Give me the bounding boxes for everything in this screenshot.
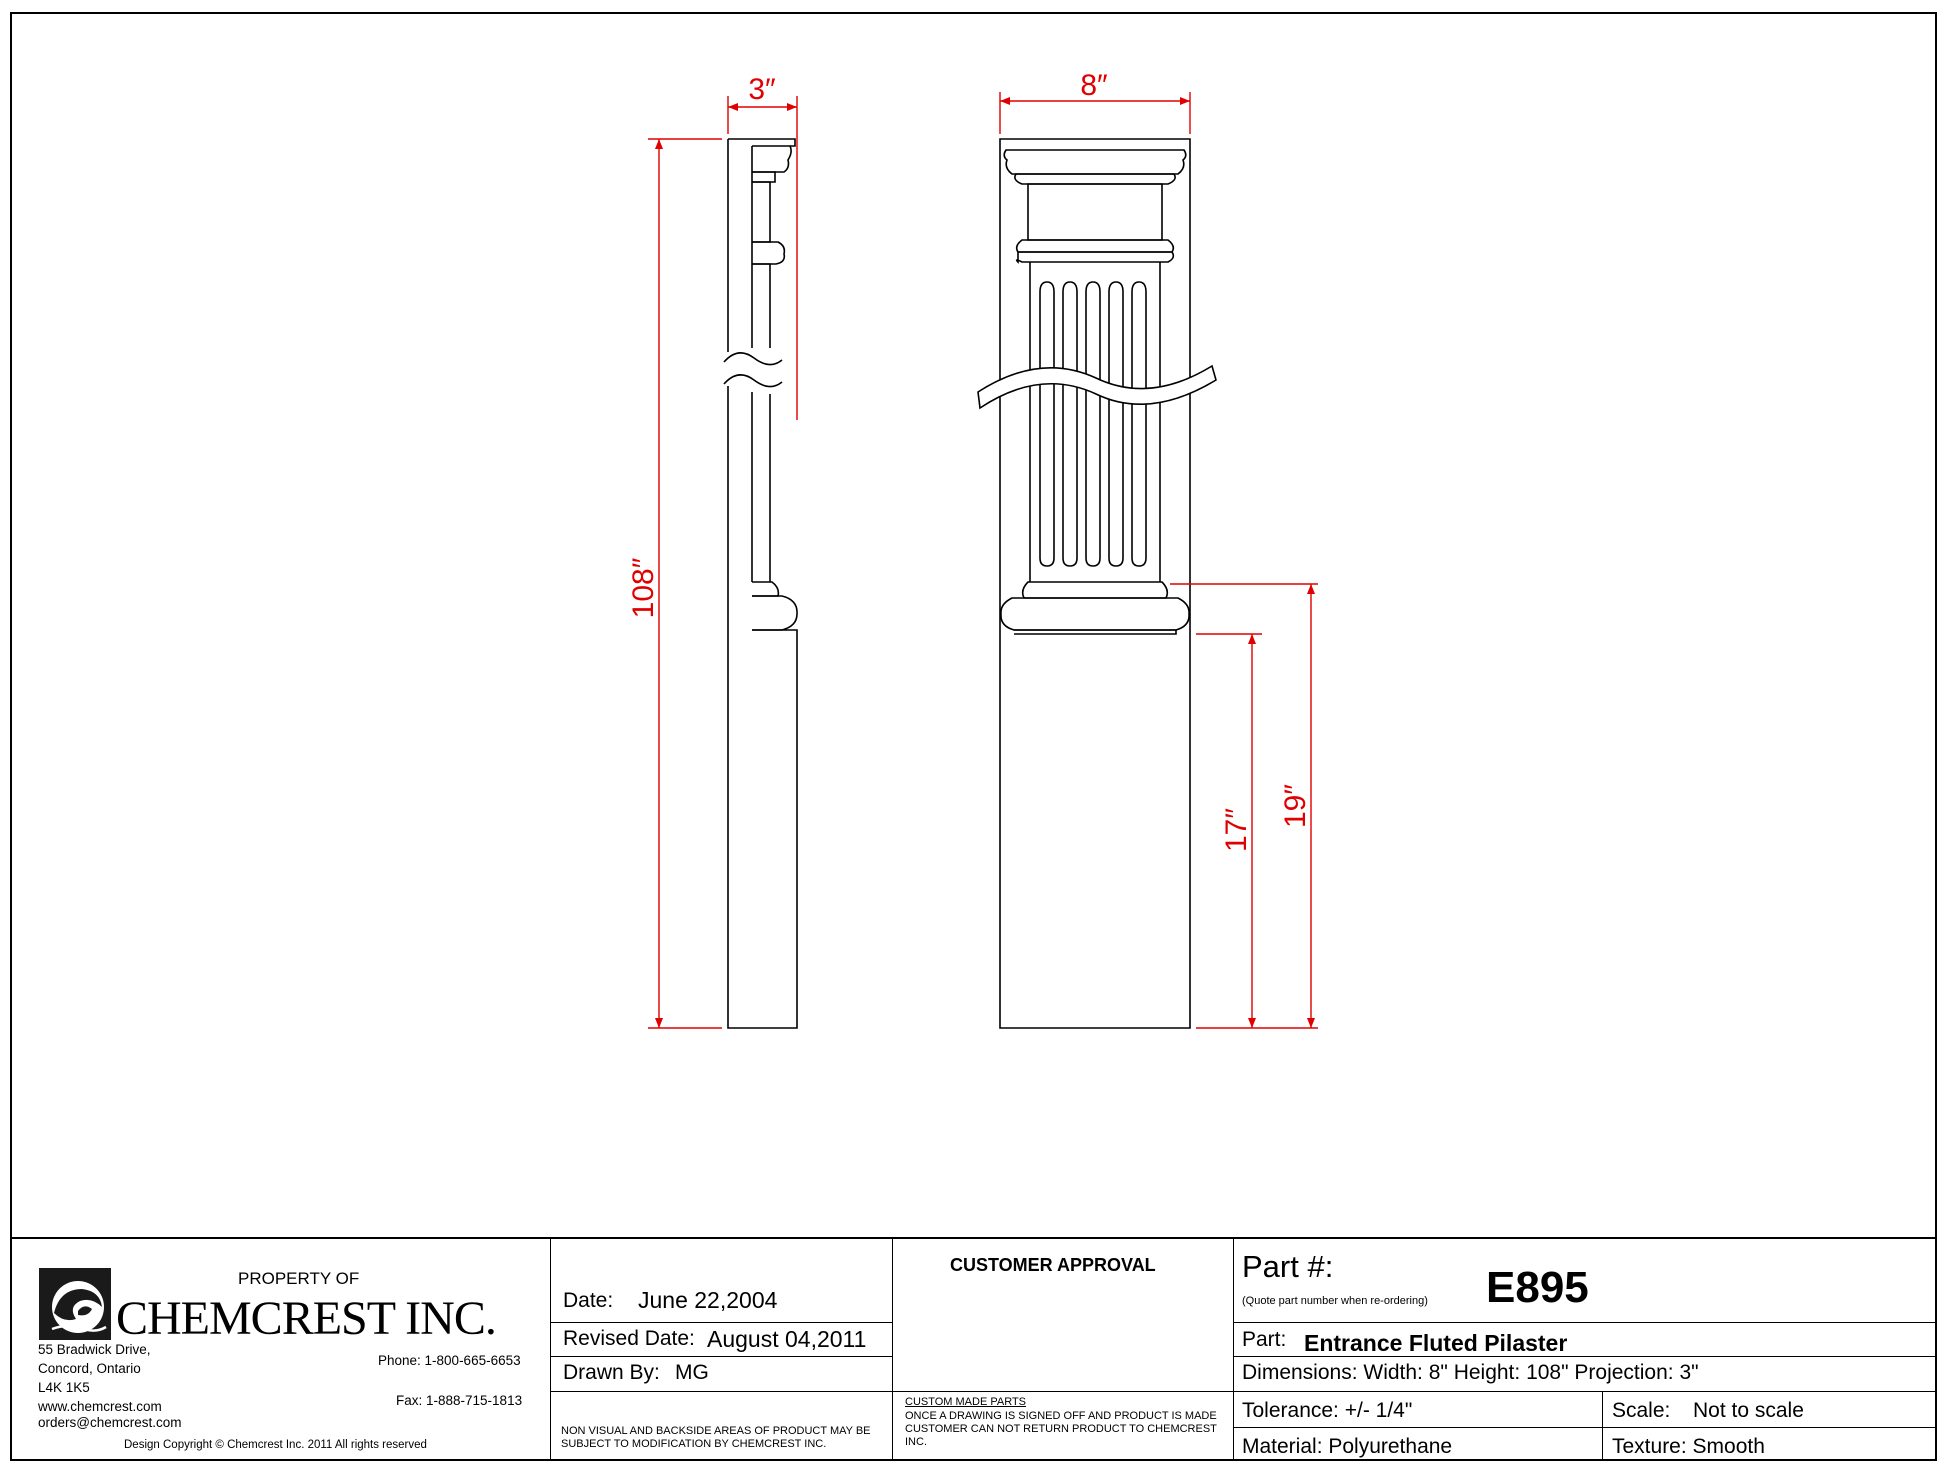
revised-date-value: August 04,2011 xyxy=(707,1326,867,1352)
side-view xyxy=(724,139,797,1028)
company-logo xyxy=(38,1267,112,1341)
dimension-lines xyxy=(648,92,1318,1028)
tolerance-value: Tolerance: +/- 1/4" xyxy=(1242,1399,1413,1422)
postal-code: L4K 1K5 xyxy=(38,1380,90,1395)
revised-date-label: Revised Date: xyxy=(563,1327,695,1350)
drawn-by-label: Drawn By: xyxy=(563,1361,660,1384)
address-line-1: 55 Bradwick Drive, xyxy=(38,1342,151,1357)
scale-label: Scale: xyxy=(1612,1399,1671,1422)
date-label: Date: xyxy=(563,1289,614,1312)
pedestal-height-label: 19″ xyxy=(1279,784,1312,828)
part-name: Entrance Fluted Pilaster xyxy=(1304,1330,1568,1356)
signature-area[interactable] xyxy=(902,1279,1222,1387)
part-number-label: Part #: xyxy=(1242,1249,1334,1284)
email-link[interactable]: orders@chemcrest.com xyxy=(38,1415,182,1430)
title-block xyxy=(12,1237,1935,1461)
texture-value: Texture: Smooth xyxy=(1612,1435,1765,1458)
fax-number: Fax: 1-888-715-1813 xyxy=(396,1393,523,1408)
front-width-label: 8″ xyxy=(1080,69,1108,102)
phone-number: Phone: 1-800-665-6653 xyxy=(378,1353,521,1368)
part-number: E895 xyxy=(1486,1263,1589,1312)
scale-value: Not to scale xyxy=(1693,1399,1804,1422)
part-name-label: Part: xyxy=(1242,1328,1287,1351)
customer-approval-heading: CUSTOMER APPROVAL xyxy=(950,1255,1156,1275)
material-value: Material: Polyurethane xyxy=(1242,1435,1453,1458)
modification-disclaimer: NON VISUAL AND BACKSIDE AREAS OF PRODUCT MAY BE SUBJECT TO MODIFICATION BY CHEMCREST INC. xyxy=(561,1425,871,1450)
property-of-label: PROPERTY OF xyxy=(238,1269,360,1288)
drawn-by-value: MG xyxy=(675,1361,709,1384)
part-number-note: (Quote part number when re-ordering) xyxy=(1242,1295,1428,1307)
website-link[interactable]: www.chemcrest.com xyxy=(38,1399,162,1414)
copyright-notice: Design Copyright © Chemcrest Inc. 2011 All rights reserved xyxy=(124,1439,427,1451)
side-width-label: 3″ xyxy=(748,73,776,106)
company-name: CHEMCREST INC. xyxy=(116,1292,496,1345)
address-line-2: Concord, Ontario xyxy=(38,1361,141,1376)
dimension-labels xyxy=(627,69,1312,852)
custom-made-heading: CUSTOM MADE PARTS xyxy=(905,1396,1027,1408)
base-height-label: 17″ xyxy=(1220,808,1253,852)
custom-made-text: ONCE A DRAWING IS SIGNED OFF AND PRODUCT IS MADE CUSTOMER CAN NOT RETURN PRODUCT TO CHEMCREST INC. xyxy=(905,1410,1217,1448)
side-height-label: 108″ xyxy=(627,557,660,619)
company-block xyxy=(12,1239,550,1461)
date-value: June 22,2004 xyxy=(638,1287,778,1313)
part-dimensions: Dimensions: Width: 8" Height: 108" Projection: 3" xyxy=(1242,1361,1699,1384)
